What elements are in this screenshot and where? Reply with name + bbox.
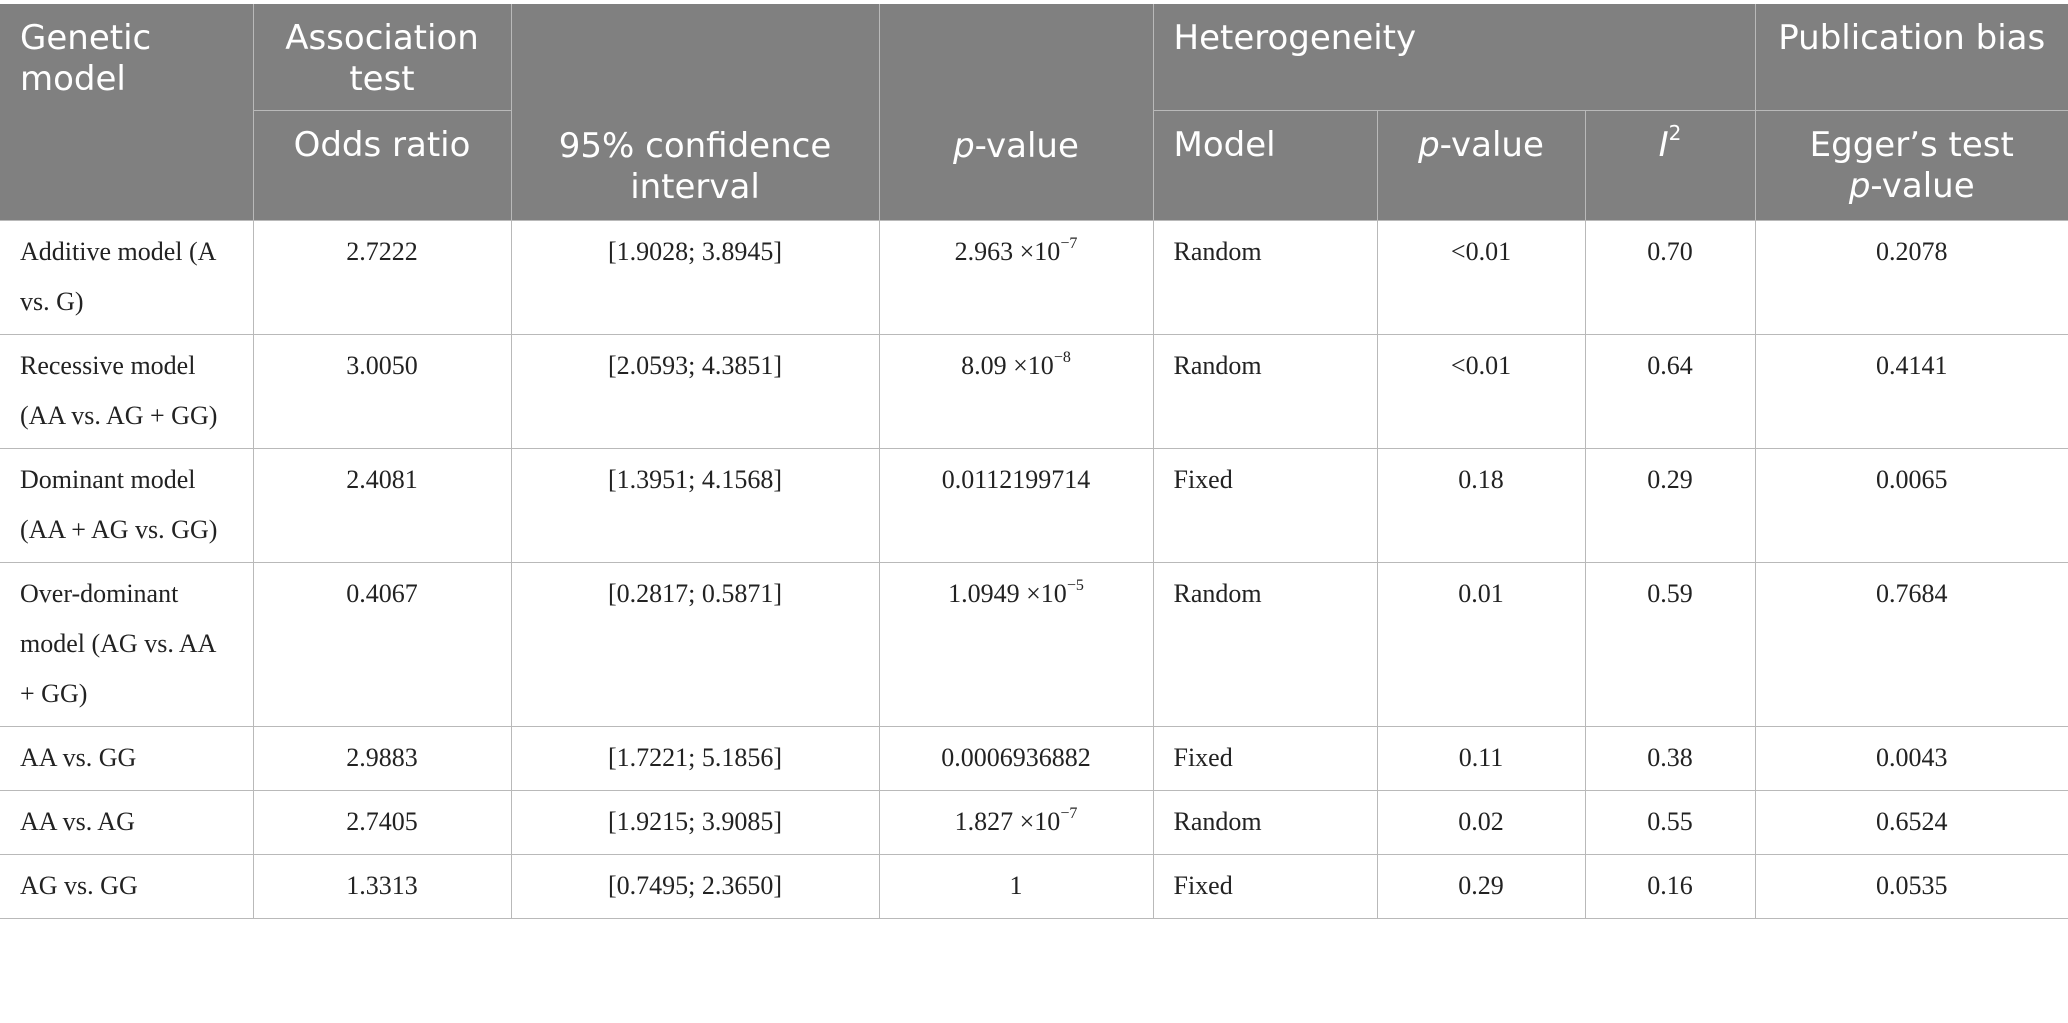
cell-egger-p-value: 0.0535 [1755, 855, 2068, 919]
cell-het-model: Fixed [1153, 727, 1377, 791]
cell-het-model: Random [1153, 221, 1377, 335]
cell-het-p-value: 0.01 [1377, 563, 1585, 727]
cell-i-squared: 0.29 [1585, 449, 1755, 563]
cell-egger-p-value: 0.4141 [1755, 335, 2068, 449]
cell-odds-ratio: 2.7405 [253, 791, 511, 855]
cell-het-model: Random [1153, 563, 1377, 727]
header-confidence-interval: 95% confidence interval [511, 4, 879, 221]
cell-genetic-model: Recessive model (AA vs. AG + GG) [0, 335, 253, 449]
table-row [0, 563, 2068, 727]
table-row [0, 221, 2068, 335]
header-publication-bias: Publication bias [1755, 4, 2068, 111]
cell-egger-p-value: 0.6524 [1755, 791, 2068, 855]
cell-confidence-interval: [0.7495; 2.3650] [511, 855, 879, 919]
table-row [0, 791, 2068, 855]
cell-confidence-interval: [1.7221; 5.1856] [511, 727, 879, 791]
header-odds-ratio: Odds ratio [253, 111, 511, 221]
header-i-squared: $I^2$ [1585, 111, 1755, 221]
cell-het-model: Fixed [1153, 449, 1377, 563]
header-p-value: p-value [879, 4, 1153, 221]
cell-confidence-interval: [2.0593; 4.3851] [511, 335, 879, 449]
cell-odds-ratio: 0.4067 [253, 563, 511, 727]
cell-het-p-value: <0.01 [1377, 221, 1585, 335]
cell-genetic-model: AA vs. GG [0, 727, 253, 791]
cell-p-value: 1 [879, 855, 1153, 919]
table-row [0, 727, 2068, 791]
cell-genetic-model: Additive model (A vs. G) [0, 221, 253, 335]
cell-i-squared: 0.16 [1585, 855, 1755, 919]
table-header [0, 4, 2068, 221]
cell-het-p-value: 0.18 [1377, 449, 1585, 563]
cell-het-p-value: <0.01 [1377, 335, 1585, 449]
cell-p-value: $1.827 \times 10^{-7}$ [879, 791, 1153, 855]
results-table [0, 4, 2068, 919]
header-heterogeneity: Heterogeneity [1153, 4, 1755, 111]
cell-genetic-model: AA vs. AG [0, 791, 253, 855]
cell-p-value: $1.0949 \times 10^{-5}$ [879, 563, 1153, 727]
table-row [0, 335, 2068, 449]
cell-het-model: Random [1153, 791, 1377, 855]
cell-p-value: $2.963 \times 10^{-7}$ [879, 221, 1153, 335]
cell-odds-ratio: 2.4081 [253, 449, 511, 563]
cell-odds-ratio: 3.0050 [253, 335, 511, 449]
cell-i-squared: 0.70 [1585, 221, 1755, 335]
cell-i-squared: 0.59 [1585, 563, 1755, 727]
cell-egger-p-value: 0.2078 [1755, 221, 2068, 335]
cell-confidence-interval: [1.9028; 3.8945] [511, 221, 879, 335]
cell-p-value: 0.0112199714 [879, 449, 1153, 563]
cell-egger-p-value: 0.0065 [1755, 449, 2068, 563]
cell-het-p-value: 0.11 [1377, 727, 1585, 791]
cell-egger-p-value: 0.7684 [1755, 563, 2068, 727]
header-het-p-value: p-value [1377, 111, 1585, 221]
cell-egger-p-value: 0.0043 [1755, 727, 2068, 791]
cell-het-p-value: 0.29 [1377, 855, 1585, 919]
header-genetic-model: Genetic model [0, 4, 253, 221]
cell-confidence-interval: [1.3951; 4.1568] [511, 449, 879, 563]
table-row [0, 855, 2068, 919]
cell-genetic-model: Over-dominant model (AG vs. AA + GG) [0, 563, 253, 727]
cell-odds-ratio: 2.9883 [253, 727, 511, 791]
cell-odds-ratio: 2.7222 [253, 221, 511, 335]
cell-odds-ratio: 1.3313 [253, 855, 511, 919]
cell-p-value: $8.09 \times 10^{-8}$ [879, 335, 1153, 449]
cell-genetic-model: AG vs. GG [0, 855, 253, 919]
cell-i-squared: 0.55 [1585, 791, 1755, 855]
cell-i-squared: 0.38 [1585, 727, 1755, 791]
header-eggers-test: Egger’s test p-value [1755, 111, 2068, 221]
table-row [0, 449, 2068, 563]
cell-p-value: 0.0006936882 [879, 727, 1153, 791]
cell-het-model: Random [1153, 335, 1377, 449]
cell-het-model: Fixed [1153, 855, 1377, 919]
cell-genetic-model: Dominant model (AA + AG vs. GG) [0, 449, 253, 563]
cell-confidence-interval: [0.2817; 0.5871] [511, 563, 879, 727]
header-het-model: Model [1153, 111, 1377, 221]
header-association-test: Association test [253, 4, 511, 111]
cell-i-squared: 0.64 [1585, 335, 1755, 449]
cell-confidence-interval: [1.9215; 3.9085] [511, 791, 879, 855]
cell-het-p-value: 0.02 [1377, 791, 1585, 855]
